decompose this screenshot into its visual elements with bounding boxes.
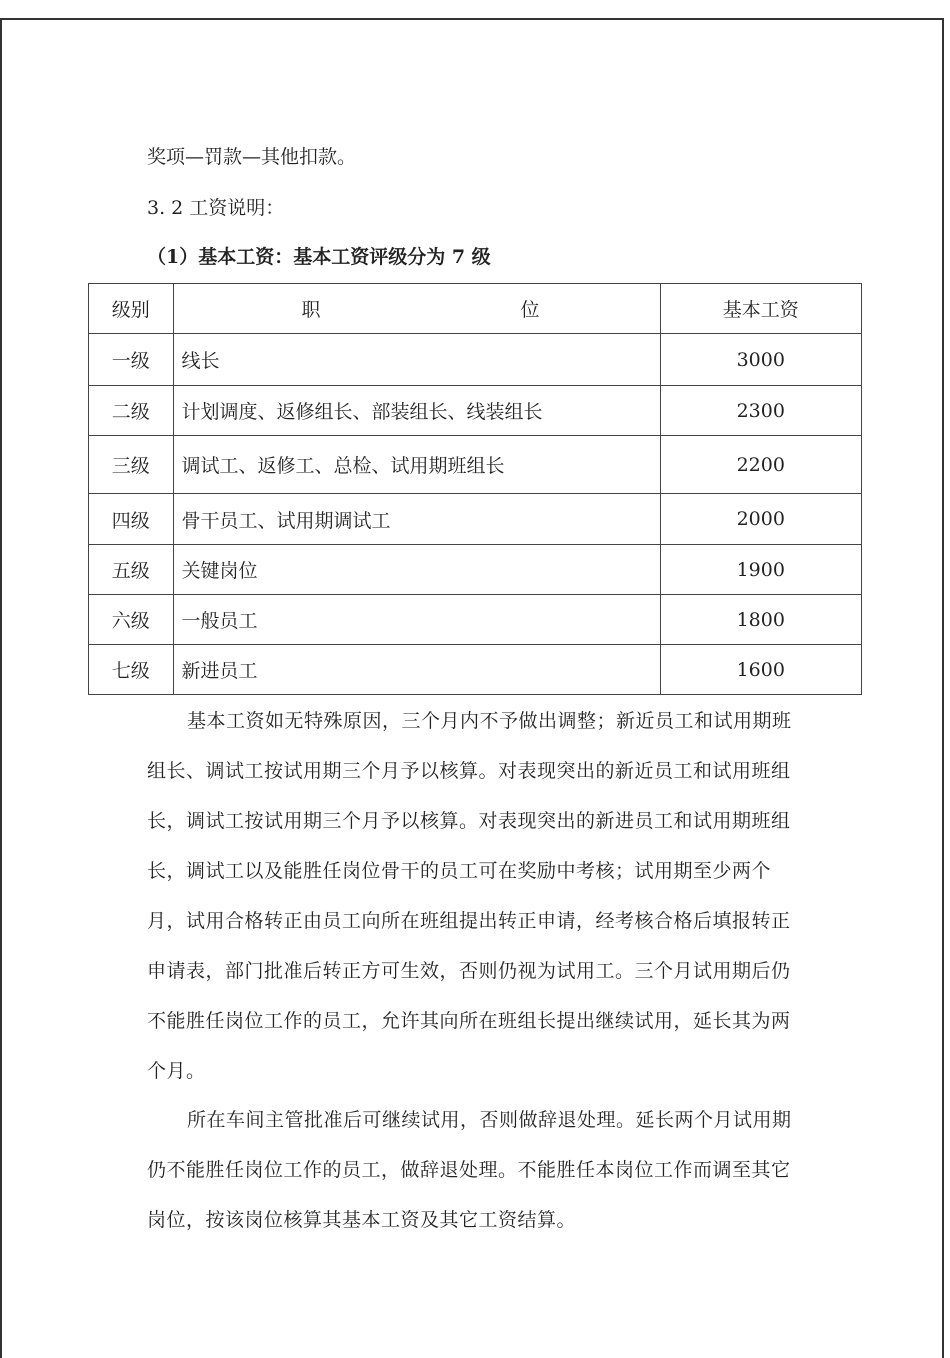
row-salary: 1800 [660,595,862,645]
table-row [89,386,862,436]
subsection-title: （1）基本工资：基本工资评级分为 7 级 [147,246,491,268]
row-position: 计划调度、返修组长、部装组长、线装组长 [173,386,660,436]
row-position: 新进员工 [173,645,660,695]
table-row [89,545,862,595]
row-position: 一般员工 [173,595,660,645]
row-position: 线长 [173,334,660,386]
table-row [89,494,862,545]
row-position: 骨干员工、试用期调试工 [173,494,660,545]
row-salary: 2300 [660,386,862,436]
row-salary: 1900 [660,545,862,595]
table-row [89,645,862,695]
table-row [89,595,862,645]
row-salary: 2200 [660,436,862,494]
section-title: 3. 2 工资说明： [147,197,285,219]
paragraph-dismissal-text: 所在车间主管批准后可继续试用，否则做辞退处理。延长两个月试用期仍不能胜任岗位工作的员工，做辞退处理。不能胜任本岗位工作而调至其它岗位，按该岗位核算其基本工资及其它工资结算。 [147,1109,792,1231]
table-row [89,436,862,494]
table-header-row [89,284,862,334]
header-salary: 基本工资 [660,284,862,334]
table-row [89,334,862,386]
row-level: 五级 [89,545,174,595]
row-level: 二级 [89,386,174,436]
row-salary: 1600 [660,645,862,695]
row-salary: 2000 [660,494,862,545]
row-level: 六级 [89,595,174,645]
intro-line: 奖项—罚款—其他扣款。 [147,146,357,168]
salary-table [88,283,862,695]
header-position-right: 位 [520,299,540,321]
row-level: 七级 [89,645,174,695]
paragraph-probation [147,696,809,1096]
row-position: 关键岗位 [173,545,660,595]
row-level: 一级 [89,334,174,386]
paragraph-dismissal [147,1095,809,1245]
header-position-left: 职 [301,299,321,321]
row-level: 三级 [89,436,174,494]
row-level: 四级 [89,494,174,545]
paragraph-probation-text: 基本工资如无特殊原因，三个月内不予做出调整；新近员工和试用期班组长、调试工按试用期三个月予以核算。对表现突出的新近员工和试用班组长，调试工按试用期三个月予以核算。对表现突出的新进员工和试用期班组长，调试工以及能胜任岗位骨干的员工可在奖励中考核；试用期至少两个月，试用合格转正由员工向所在班组提出转正申请，经考核合格后填报转正申请表，部门批准后转正方可生效，否则仍视为试用工。三个月试用期后仍不能胜任岗位工作的员工，允许其向所在班组长提出继续试用，延长其为两个月。 [147,710,792,1082]
row-position: 调试工、返修工、总检、试用期班组长 [173,436,660,494]
header-level: 级别 [89,284,174,334]
row-salary: 3000 [660,334,862,386]
header-position [173,284,660,334]
